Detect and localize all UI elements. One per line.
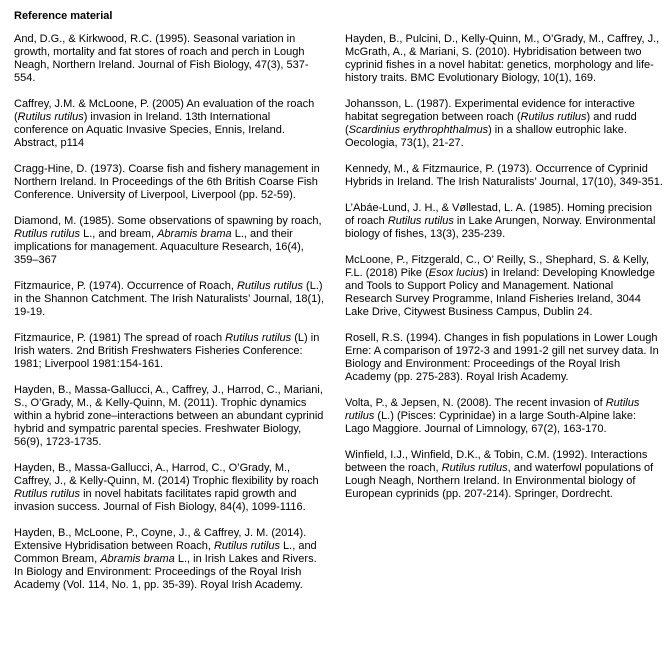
reference-entry [345,397,663,436]
reference-text: in novel habitats facilitates rapid growth and invasion success. Journal of Fish Biology, 84(4), 1099-1116. [14,488,306,513]
reference-text: (L.) (Pisces: Cyprinidae) in a large South-Alpine lake: Lago Maggiore. Journal of Limnology, 67(2), 163-170. [345,410,637,435]
reference-text: L., and bream, [80,228,158,240]
reference-text: L’Abáe-Lund, J. H., & Vøllestad, L. A. (1985). Homing precision of roach [345,202,652,227]
reference-text: L., and Common Bream, [14,540,317,565]
reference-text: Hayden, B., Massa-Gallucci, A., Harrod, C., O’Grady, M., Caffrey, J., & Kelly-Quinn, M. (2014) Trophic flexibility by roach [14,462,319,487]
reference-entry [14,215,326,267]
species-name-italic: Rutilus rutilus [441,462,508,474]
species-name-italic: Esox lucius [428,267,485,279]
reference-text: Fitzmaurice, P. (1981) The spread of roach [14,332,226,344]
reference-text: Volta, P., & Jepsen, N. (2008). The recent invasion of [345,397,606,409]
reference-entry [345,33,663,85]
reference-entry [14,332,326,371]
species-name-italic: Rutilus rutilus [520,111,587,123]
reference-text: (L) in Irish waters. 2nd British Freshwaters Fisheries Conference: 1981; Liverpool 1981:154-161. [14,332,320,370]
species-name-italic: Scardinius erythrophthalmus [348,124,489,136]
reference-entry [14,98,326,150]
species-name-italic: Rutilus rutilus [213,540,280,552]
reference-text: L., in Irish Lakes and Rivers. In Biology and Environment: Proceedings of the Royal Irish Academy (Vol. 114, No. 1, pp. 35-39). Royal Irish Academy. [14,553,317,591]
reference-text: Fitzmaurice, P. (1974). Occurrence of Roach, [14,280,237,292]
reference-entry [345,98,663,150]
reference-text: Rosell, R.S. (1994). Changes in fish populations in Lower Lough Erne: A comparison of 1972-3 and 1991-2 gill net survey data. In Biology and Environment: Proceedings of the Royal Irish Academy (pp. 275-283). Royal Irish Academy. [345,332,659,383]
references-columns [14,33,663,605]
reference-text: L., and their implications for management. Aquaculture Research, 16(4), 359–367 [14,228,304,266]
reference-entry [345,254,663,319]
reference-text: Hayden, B., Massa-Gallucci, A., Caffrey, J., Harrod, C., Mariani, S., O’Grady, M., & Kelly-Quinn, M. (2011). Trophic dynamics within a hybrid zone–interactions between an abundant cyprinid hybrid and sympatric parental species. Freshwater Biology, 56(9), 1723-1735. [14,384,324,448]
references-column-right [345,33,663,514]
species-name-italic: Abramis brama [100,553,175,565]
reference-text: Cragg-Hine, D. (1973). Coarse fish and fishery management in Northern Ireland. In Proceedings of the 6th British Coarse Fish Conference. University of Liverpool, Liverpool (pp. 52-59). [14,163,320,201]
reference-entry [14,163,326,202]
reference-entry [14,462,326,514]
reference-text: Johansson, L. (1987). Experimental evidence for interactive habitat segregation between roach ( [345,98,635,123]
species-name-italic: Abramis brama [157,228,232,240]
reference-text: Hayden, B., Pulcini, D., Kelly-Quinn, M., O’Grady, M., Caffrey, J., McGrath, A., & Mariani, S. (2010). Hybridisation between two cyprinid fishes in a novel habitat: genetics, morphology and life-history traits. BMC Evolutionary Biology, 10(1), 169. [345,33,660,84]
reference-text: ) invasion in Ireland. 13th International conference on Aquatic Invasive Species, Ennis, Ireland. Abstract, p114 [14,111,285,149]
reference-text: Diamond, M. (1985). Some observations of spawning by roach, [14,215,322,227]
reference-entry [14,33,326,85]
reference-text: Hayden, B., McLoone, P., Coyne, J., & Caffrey, J. M. (2014). Extensive Hybridisation between Roach, [14,527,307,552]
reference-entry [14,280,326,319]
reference-text: in Lake Arungen, Norway. Environmental biology of fishes, 13(3), 235-239. [345,215,656,240]
page-title: Reference material [14,10,113,22]
reference-text: ) in a shallow eutrophic lake. Oecologia, 73(1), 21-27. [345,124,627,149]
reference-text: ) in Ireland: Developing Knowledge and Tools to Support Policy and Management. National Research Survey Programme, Inland Fisheries Ireland, 3044 Lake Drive, Citywest Business Campus, Dublin 24. [345,267,656,318]
reference-text: , and waterfowl populations of Lough Neagh, Northern Ireland. In Environmental biology of European cyprinids (pp. 207-214). Springer, Dordrecht. [345,462,654,500]
species-name-italic: Rutilus rutilus [17,111,84,123]
reference-text: Caffrey, J.M. & McLoone, P. (2005) An evaluation of the roach ( [14,98,315,123]
reference-entry [345,202,663,241]
reference-entry [345,449,663,501]
reference-entry [14,527,326,592]
reference-entry [345,332,663,384]
reference-text: ) and rudd ( [345,111,637,136]
references-column-left [14,33,326,605]
species-name-italic: Rutilus rutilus [14,228,81,240]
species-name-italic: Rutilus rutilus [14,488,81,500]
reference-text: Kennedy, M., & Fitzmaurice, P. (1973). Occurrence of Cyprinid Hybrids in Ireland. The Irish Naturalists’ Journal, 17(10), 349-351. [345,163,663,188]
species-name-italic: Rutilus rutilus [387,215,454,227]
reference-text: And, D.G., & Kirkwood, R.C. (1995). Seasonal variation in growth, mortality and fat stores of roach and perch in Lough Neagh, Northern Ireland. Journal of Fish Biology, 47(3), 537-554. [14,33,309,84]
species-name-italic: Rutilus rutilus [225,332,292,344]
reference-text: (L.) in the Shannon Catchment. The Irish Naturalists’ Journal, 18(1), 19-19. [14,280,324,318]
species-name-italic: Rutilus rutilus [236,280,303,292]
reference-text: McLoone, P., Fitzgerald, C., O’ Reilly, S., Shephard, S. & Kelly, F.L. (2018) Pike ( [345,254,650,279]
reference-entry [14,384,326,449]
reference-entry [345,163,663,189]
species-name-italic: Rutilus rutilus [345,397,640,422]
reference-text: Winfield, I.J., Winfield, D.K., & Tobin, C.M. (1992). Interactions between the roach, [345,449,648,474]
